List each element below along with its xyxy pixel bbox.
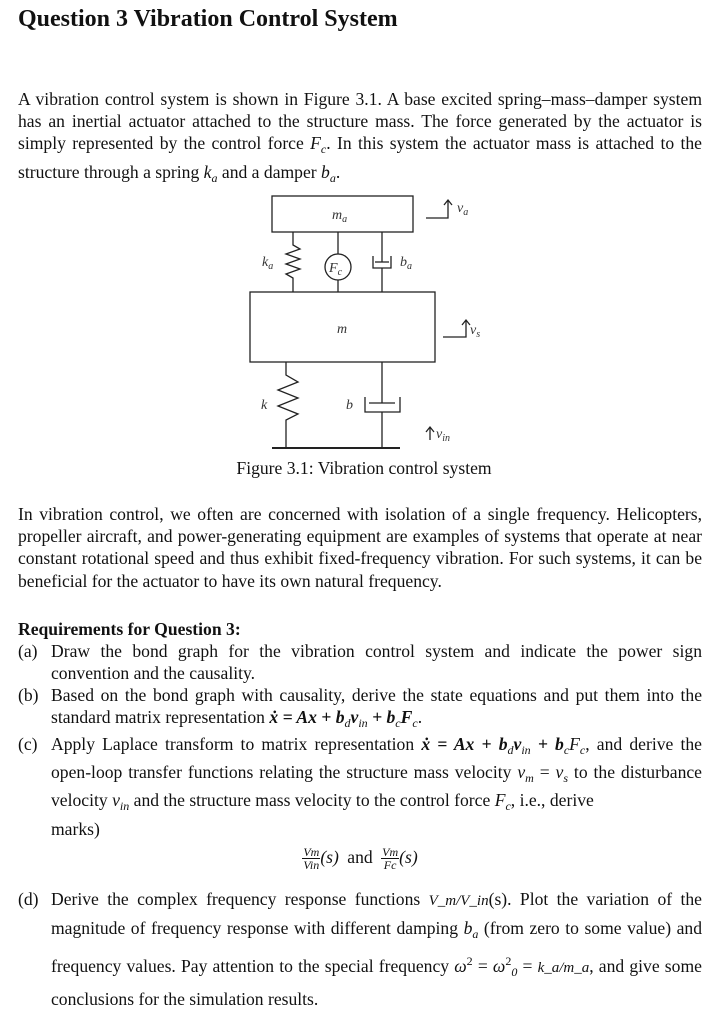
tf1-numerator: Vm <box>303 845 320 860</box>
math-segment: s <box>563 771 569 786</box>
text-segment: (from zero to some value) and frequency values. Pay attention to the special frequency <box>51 918 702 976</box>
math-segment: 2 <box>466 954 473 968</box>
math-segment: c <box>412 716 418 731</box>
math-segment: m <box>525 771 534 786</box>
item-label: (d) <box>18 889 39 909</box>
math-segment: c <box>505 799 511 814</box>
math-segment: b <box>321 161 330 182</box>
math-segment: ω <box>492 956 506 976</box>
math-segment: + b <box>530 734 564 754</box>
math-segment: 2 <box>505 954 512 968</box>
vibration-system-figure <box>220 190 520 455</box>
tf2-numerator: Vm <box>382 845 399 860</box>
math-segment: a <box>472 927 479 941</box>
item-label: (c) <box>18 734 38 754</box>
text-segment: Derive the complex frequency response functions <box>51 889 429 909</box>
math-segment: v <box>112 790 120 811</box>
label-vs: $v_s$ <box>470 323 481 340</box>
math-segment: c <box>395 716 401 731</box>
page-title: Question 3 Vibration Control System <box>18 6 398 32</box>
math-segment: a <box>211 170 218 185</box>
requirement-d <box>18 886 702 1013</box>
intro-paragraph <box>18 88 702 189</box>
text-segment: , and give some conclusions for the simulation results. <box>51 956 702 1009</box>
text-segment: (s). Plot the variation of the magnitude of frequency response with different damping <box>51 889 702 938</box>
label-m: m <box>337 322 348 337</box>
label-vin: $v_{in}$ <box>436 427 450 444</box>
math-segment: ẋ = Ax + b <box>421 734 508 754</box>
tf1-denominator: Vin <box>303 858 320 873</box>
text-segment: Draw the bond graph for the vibration control system and indicate the power sign convention and the causality. <box>51 641 702 684</box>
inline-fraction: V_m/V_in <box>428 893 489 909</box>
item-text <box>51 684 702 734</box>
body-paragraph <box>18 503 702 592</box>
math-segment: 0 <box>511 965 518 979</box>
text-segment: = <box>472 956 493 976</box>
tf2-arg: (s) <box>399 846 418 867</box>
label-b: b <box>346 398 353 413</box>
math-segment: c <box>579 743 586 757</box>
transfer-functions <box>18 846 702 871</box>
vs-arrow <box>443 320 466 337</box>
item-trail-text: marks) <box>51 818 100 839</box>
requirement-a <box>18 640 702 684</box>
math-segment: F <box>569 734 580 754</box>
math-segment: in <box>119 799 130 814</box>
math-segment: v <box>513 734 522 754</box>
math-segment: F <box>494 790 506 811</box>
item-label: (b) <box>18 685 39 705</box>
item-text <box>51 640 702 684</box>
label-fc: $F_c$ <box>329 261 343 278</box>
label-k: k <box>261 398 268 413</box>
text-segment: . In this system the actuator mass is attached to the structure through a spring <box>18 133 702 182</box>
tf1-arg: (s) <box>320 846 339 867</box>
math-segment: F <box>310 133 321 154</box>
figure-caption: Figure 3.1: Vibration control system <box>236 458 492 478</box>
text-segment: A vibration control system is shown in Figure 3.1. A base excited spring–mass–damper system has an inertial actuator attached to the structure mass. The force generated by the actuator is simply represented by the control force <box>18 89 702 154</box>
tf-and: and <box>347 846 373 867</box>
math-segment: d <box>507 743 514 757</box>
math-segment: b <box>463 918 473 938</box>
label-ka: $k_a$ <box>262 255 274 272</box>
math-segment: k <box>203 161 212 182</box>
math-segment: in <box>521 743 531 757</box>
text-segment: Based on the bond graph with causality, derive the state equations and put them into the standard matrix representation <box>51 685 702 728</box>
math-segment: ẋ = Ax + b <box>269 707 345 728</box>
math-segment: d <box>344 716 351 731</box>
requirement-c <box>18 733 702 871</box>
math-segment: in <box>358 716 368 731</box>
label-ma: $m_a$ <box>332 208 348 225</box>
text-segment: . <box>417 707 423 728</box>
va-arrow <box>426 200 448 218</box>
inline-fraction: k_a/m_a <box>537 960 590 976</box>
math-segment: c <box>320 142 327 157</box>
item-label: (a) <box>18 641 38 661</box>
text-segment: to the disturbance velocity <box>51 762 702 811</box>
tf2-denominator: Fc <box>383 858 397 873</box>
spring-ka <box>286 232 300 292</box>
label-ba: $b_a$ <box>400 255 412 272</box>
text-segment: and a damper <box>217 161 322 182</box>
math-segment: v <box>350 707 359 728</box>
item-text <box>51 733 702 818</box>
math-segment: ω <box>454 956 467 976</box>
math-segment: v <box>517 762 526 783</box>
math-segment: F <box>400 707 413 728</box>
requirement-b <box>18 684 702 734</box>
text-segment: Apply Laplace transform to matrix representation <box>51 734 422 754</box>
text-segment: In vibration control, we often are concerned with isolation of a single frequency. Helicopters, propeller aircraft, and power-generating equipment are examples of systems that operate at near constant rotational speed and thus exhibit fixed-frequency vibration. For such systems, it can be beneficial for the actuator to have its own natural frequency. <box>18 504 702 591</box>
requirements-heading: Requirements for Question 3: <box>18 619 241 639</box>
math-segment: c <box>563 743 570 757</box>
item-text <box>51 886 702 1013</box>
text-segment: = <box>533 762 556 783</box>
math-segment: + b <box>367 707 396 728</box>
math-segment: v <box>555 762 564 783</box>
label-va: $v_a$ <box>457 201 469 218</box>
text-segment: = <box>517 956 538 976</box>
spring-k <box>278 362 298 448</box>
math-segment: a <box>329 170 336 185</box>
text-segment: . <box>335 161 341 182</box>
text-segment: , and derive the open-loop transfer functions relating the structure mass velocity <box>51 734 702 783</box>
text-segment: , i.e., derive <box>510 790 594 811</box>
text-segment: and the structure mass velocity to the control force <box>129 790 495 811</box>
